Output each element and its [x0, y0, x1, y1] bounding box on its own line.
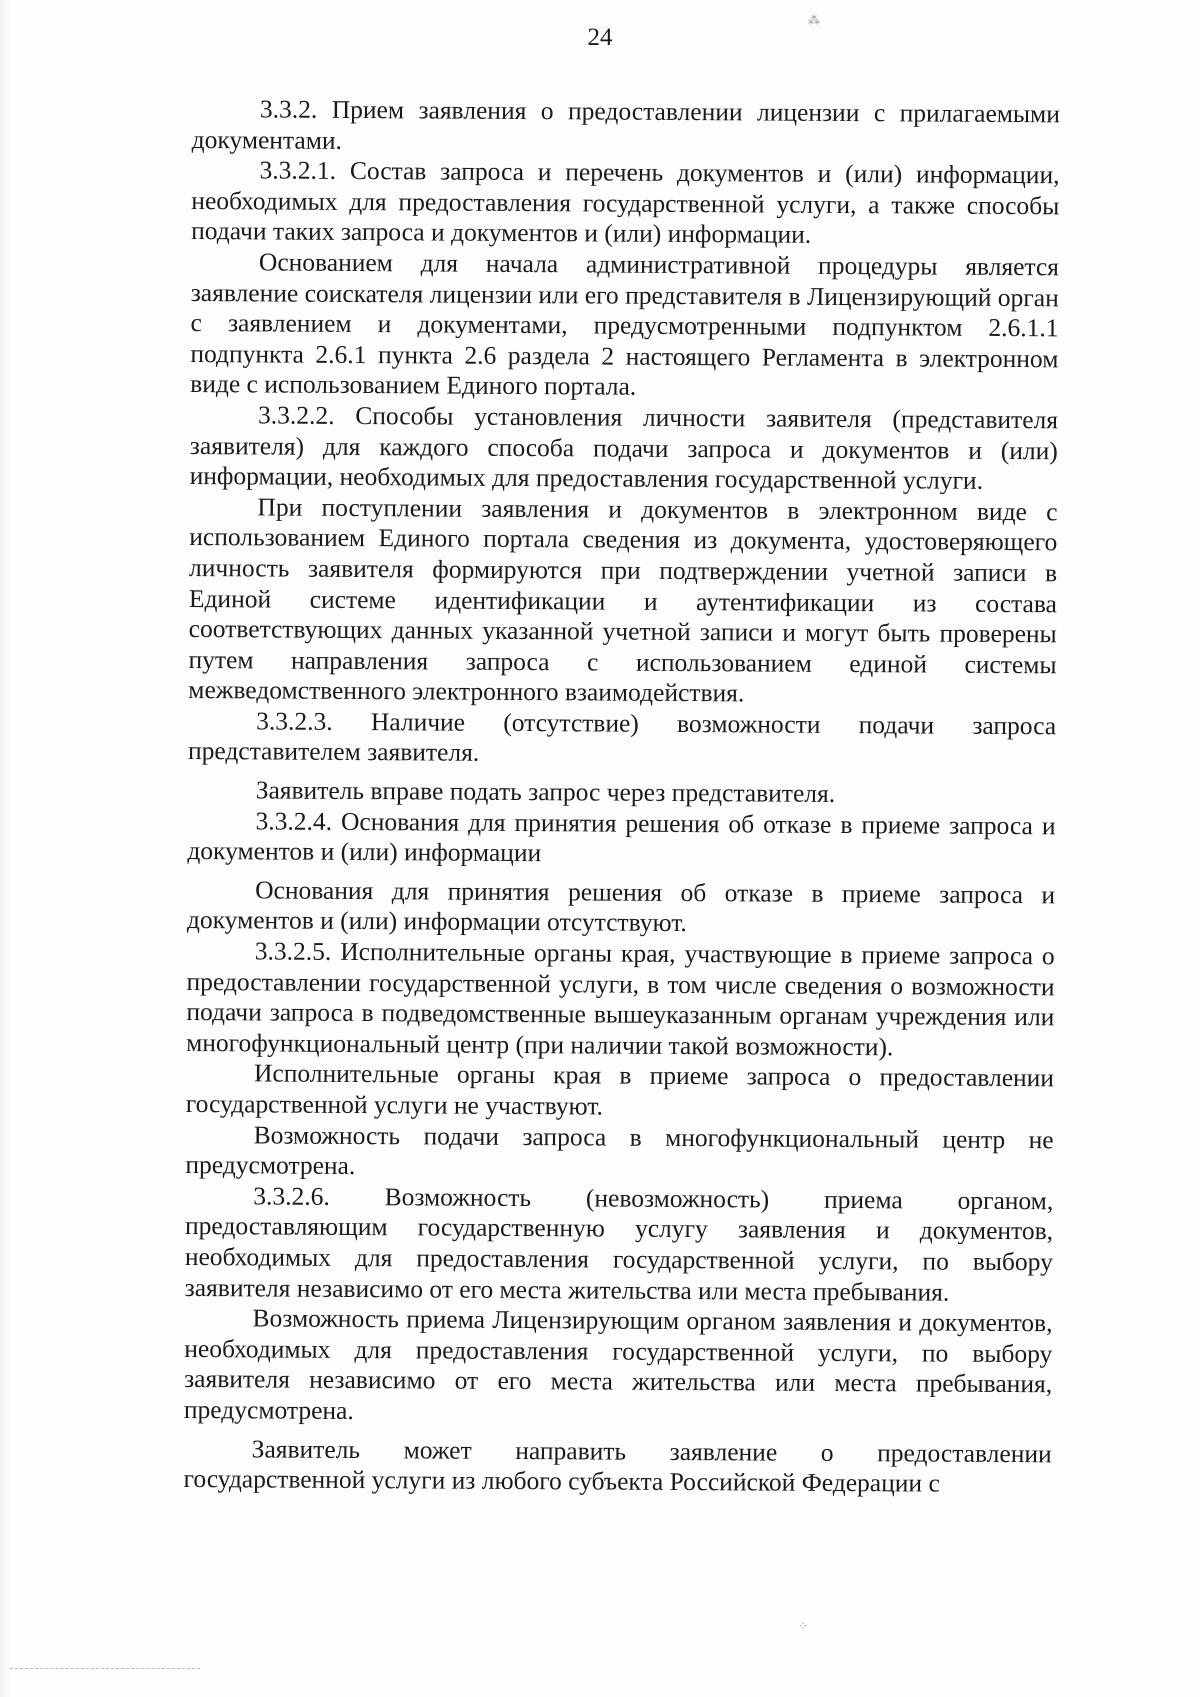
paragraph-3-3-2-5: 3.3.2.5. Исполнительные органы края, участвующие в приеме запроса о предоставлении государственной услуги, в том числе сведения о возможности подачи запроса в подведомственные вышеуказанным органам учреждения или многофункциональный центр (при наличии такой возможности). — [186, 936, 1055, 1062]
document-body — [183, 94, 1060, 1500]
paragraph-any-region: Заявитель может направить заявление о предоставлении государственной услуги из любого субъекта Российской Федерации с — [183, 1433, 1052, 1498]
scan-left-edge — [0, 0, 10, 1697]
paragraph-3-3-2-1: 3.3.2.1. Состав запроса и перечень документов и (или) информации, необходимых для предоставления государственной услуги, а также способы подачи таких запроса и документов и (или) информации. — [191, 155, 1060, 250]
paragraph-mfc: Возможность подачи запроса в многофункциональный центр не предусмотрена. — [185, 1119, 1054, 1181]
paragraph-3-3-2-3: 3.3.2.3. Наличие (отсутствие) возможности подачи запроса представителем заявителя. — [187, 706, 1057, 768]
paragraph-3-3-2: 3.3.2. Прием заявления о предоставлении лицензии с прилагаемыми документами. — [191, 94, 1060, 155]
paragraph-representative: Заявитель вправе подать запрос через представителя. — [255, 775, 836, 809]
paragraph-3-3-2-4: 3.3.2.4. Основания для принятия решения об отказе в приеме запроса и документов и (или) информации — [187, 806, 1056, 868]
paragraph-refusal-grounds: Основания для принятия решения об отказе в приеме запроса и документов и (или) информации отсутствуют. — [186, 875, 1056, 938]
scan-speck-bottom: ⁘ — [798, 1619, 809, 1633]
paragraph-identity: При поступлении заявления и документов в электронном виде с использованием Единого портала сведения из документа, удостоверяющего личность заявителя формируются при подтверждении учетной записи в Единой системе идентификации и аутентификации из состава соответствующих данных указанной учетной записи и могут быть проверены путем направления запроса с использованием единой системы межведомственного электронного взаимодействия. — [188, 492, 1058, 708]
paragraph-3-3-2-6: 3.3.2.6. Возможность (невозможность) приема органом, предоставляющим государственную услугу заявления и документов, необходимых для предоставления государственной услуги, по выбору заявителя независимо от его места жительства или места пребывания. — [184, 1181, 1054, 1307]
page-number: 24 — [587, 24, 613, 51]
scan-speck-top: ⁂ — [808, 13, 820, 27]
paragraph-licensing-acceptance: Возможность приема Лицензирующим органом заявления и документов, необходимых для предоставления государственной услуги, по выбору заявителя независимо от его места жительства или места пребывания, предусмотрена. — [183, 1303, 1053, 1425]
scan-bottom-line — [10, 1668, 200, 1669]
paragraph-executive-bodies: Исполнительные органы края в приеме запроса о предоставлении государственной услуги не участвуют. — [185, 1058, 1055, 1121]
paragraph-3-3-2-2: 3.3.2.2. Способы установления личности заявителя (представителя заявителя) для каждого способа подачи запроса и документов и (или) информации, необходимых для предоставления государственной услуги. — [189, 400, 1059, 495]
paragraph-basis: Основанием для начала административной процедуры является заявление соискателя лицензии или его представителя в Лицензирующий орган с заявлением и документами, предусмотренными подпунктом 2.6.1.1 подпункта 2.6.1 пункта 2.6 раздела 2 настоящего Регламента в электронном виде с использованием Единого портала. — [190, 247, 1060, 402]
